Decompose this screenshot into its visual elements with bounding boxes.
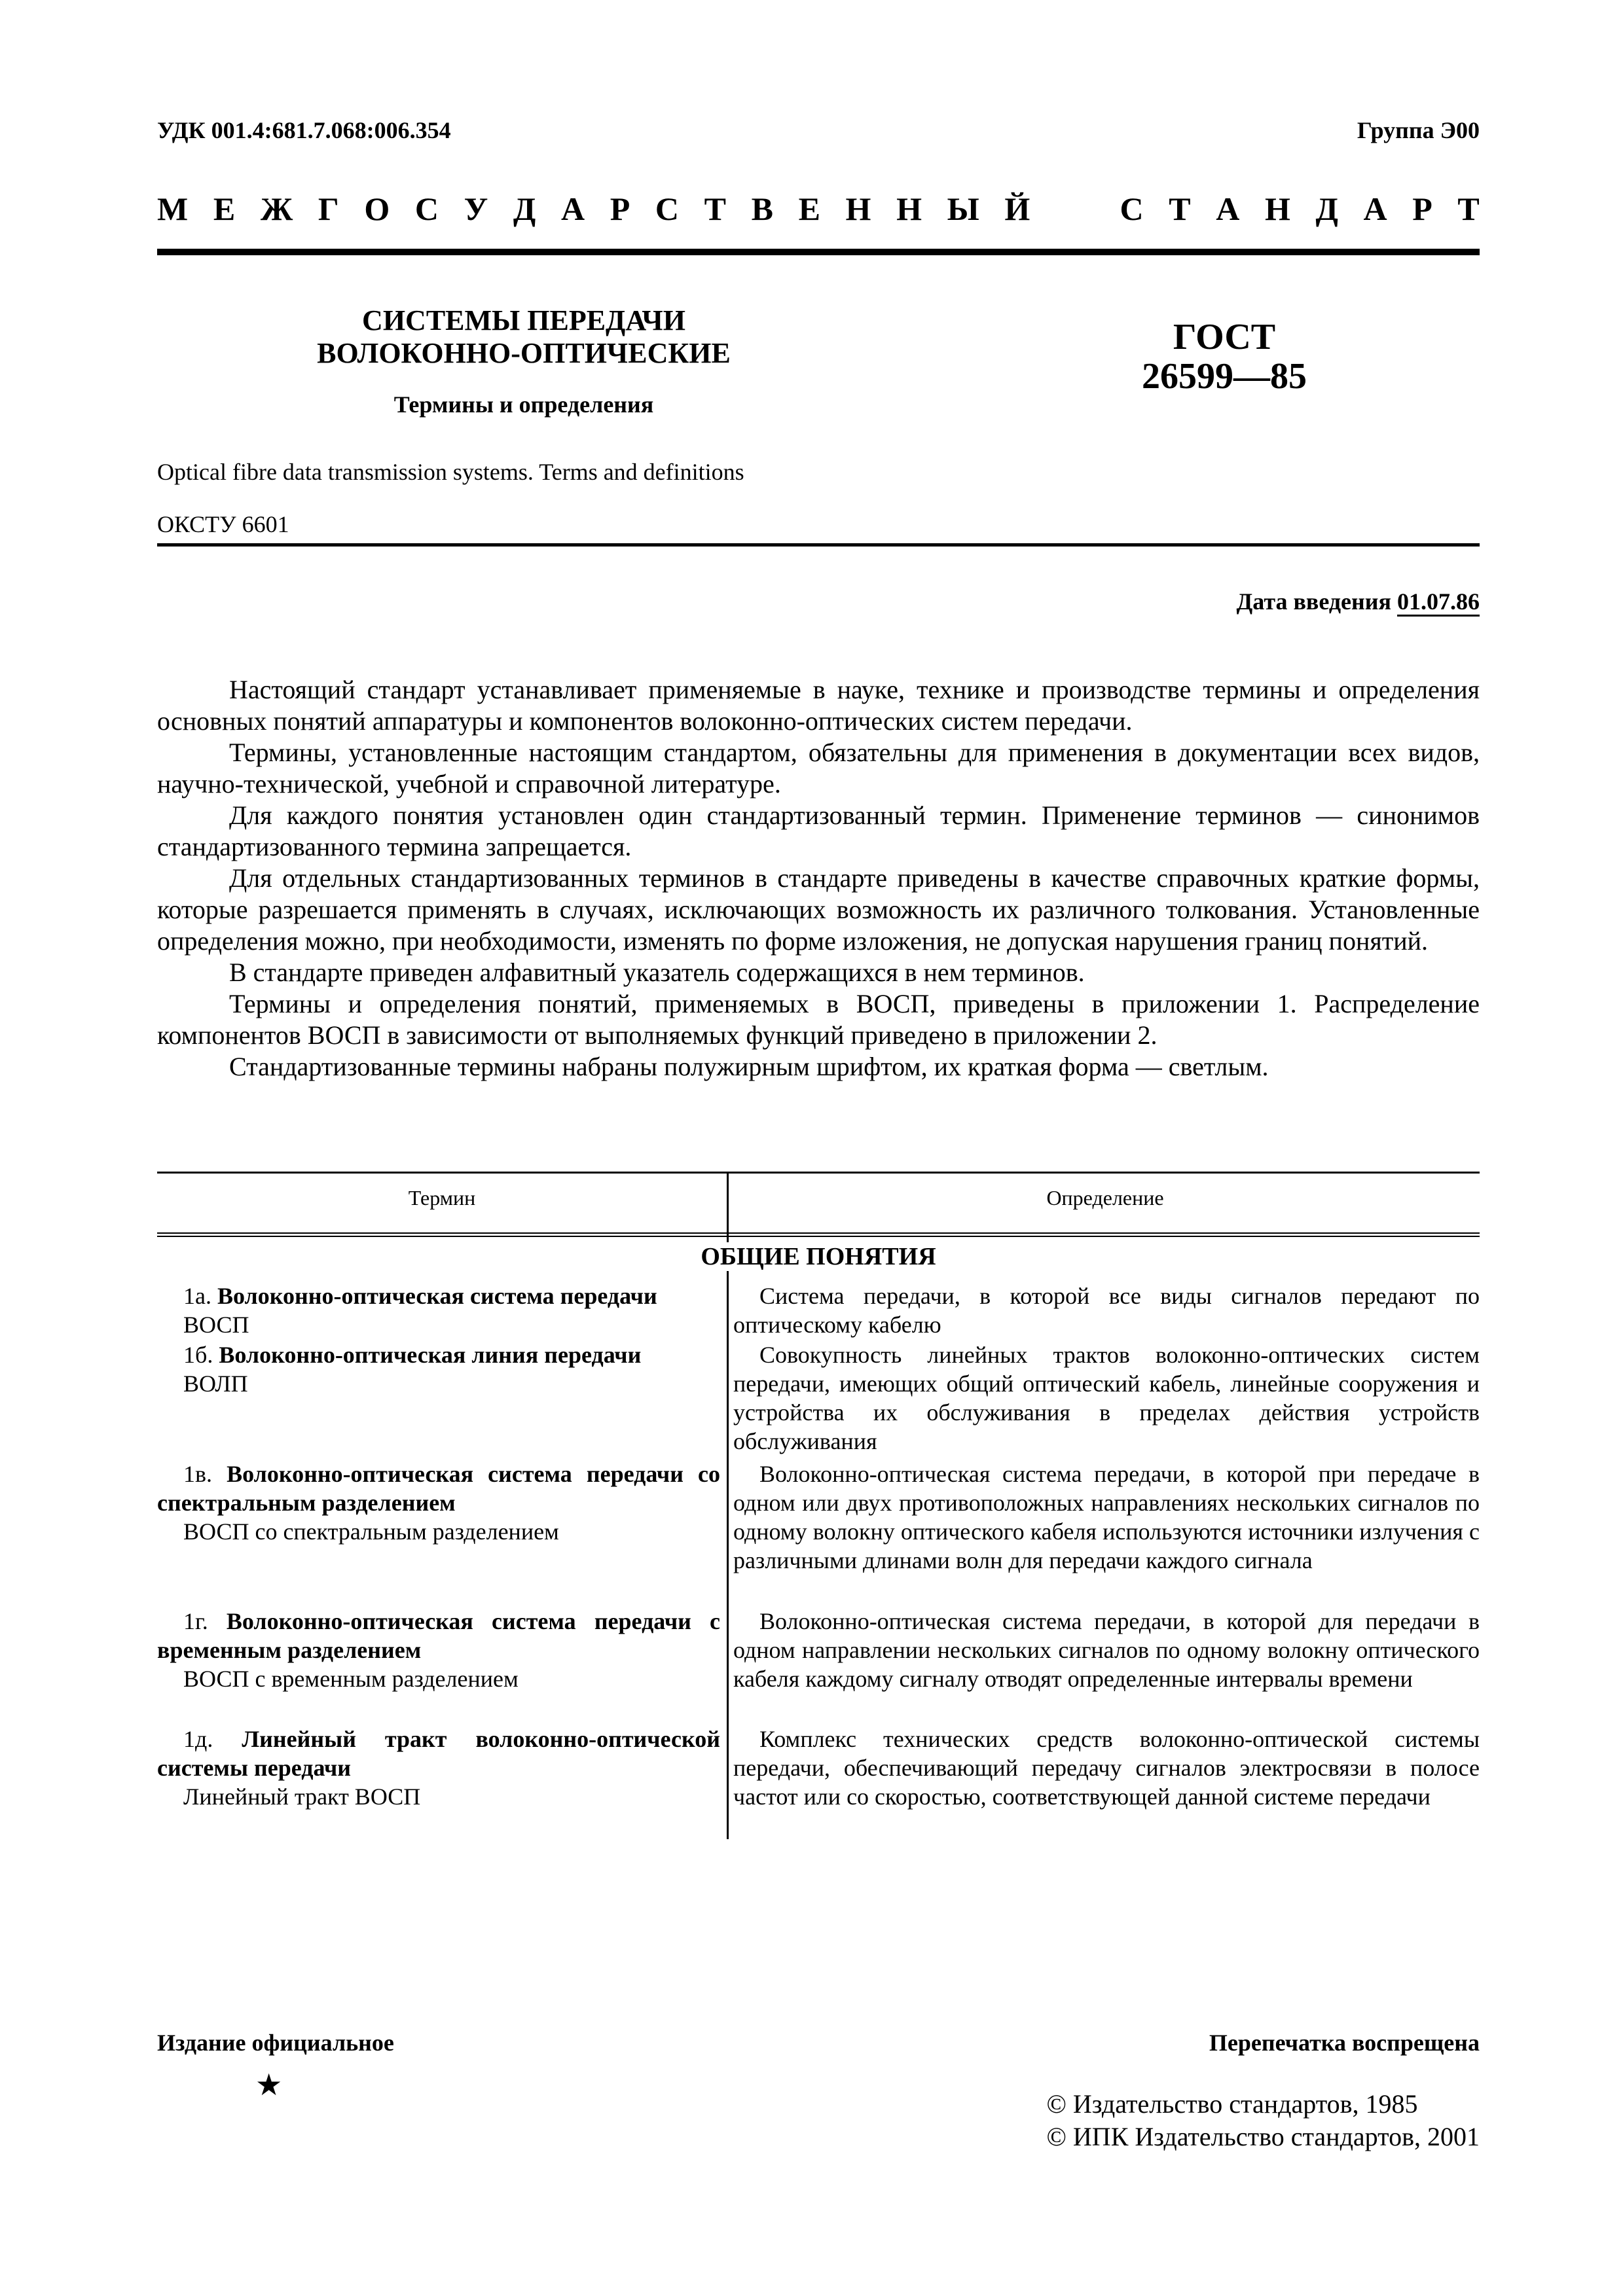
table-header-double-rule	[157, 1232, 1480, 1237]
banner-letter: Т	[704, 190, 726, 227]
interstate-standard-banner	[157, 190, 1480, 229]
banner-letter: Н	[845, 190, 871, 227]
banner-letter: Г	[318, 190, 339, 227]
banner-word-gap	[1055, 190, 1095, 229]
term-number: 1г.	[183, 1608, 208, 1634]
table-column-divider	[727, 1172, 729, 1839]
title-line-2: ВОЛОКОННО-ОПТИЧЕСКИЕ	[317, 337, 731, 369]
term-short-form: ВОСП с временным разделением	[183, 1666, 519, 1692]
term-short-form: ВОЛП	[183, 1371, 248, 1397]
official-edition-note: Издание официальное	[157, 2030, 394, 2056]
term-name: Волоконно-оптическая система передачи	[217, 1283, 657, 1309]
banner-letter: Й	[1004, 190, 1030, 227]
header-thick-rule	[157, 249, 1480, 255]
banner-letter: Т	[1169, 190, 1191, 227]
column-header-definition: Определение	[1046, 1186, 1164, 1210]
banner-letter: Ж	[260, 190, 293, 227]
okstu-code: ОКСТУ 6601	[157, 511, 289, 537]
gost-number	[1067, 317, 1381, 396]
banner-letter: А	[560, 190, 585, 227]
banner-letter: В	[751, 190, 773, 227]
intro-paragraph: Термины, установленные настоящим стандартом, обязательны для применения в документации всех видов, научно-технической, учебной и справочной литературе.	[157, 738, 1480, 798]
banner-letter: Е	[213, 190, 236, 227]
definition-cell: Волоконно-оптическая система передачи, в которой при передаче в одном или двух противоположных направлениях нескольких сигналов по одному волокну оптического кабеля используются источники излучения с различными длинами волн для передачи каждого сигнала	[733, 1461, 1480, 1573]
udk-code: УДК 001.4:681.7.068:006.354	[157, 117, 451, 143]
term-number: 1а.	[183, 1283, 211, 1309]
date-label: Дата введения	[1236, 588, 1391, 615]
banner-letter: С	[655, 190, 679, 227]
copyright-block	[1047, 2088, 1480, 2153]
banner-letter: А	[1363, 190, 1387, 227]
term-number: 1в.	[183, 1461, 212, 1487]
banner-letter: Н	[896, 190, 922, 227]
banner-letter: У	[464, 190, 488, 227]
banner-letter: Т	[1457, 190, 1480, 227]
banner-letter: С	[414, 190, 439, 227]
table-header	[157, 1172, 1480, 1234]
banner-letter: Д	[1315, 190, 1338, 227]
english-title: Optical fibre data transmission systems. Terms and definitions	[157, 459, 744, 485]
intro-paragraph: В стандарте приведен алфавитный указатель содержащихся в нем терминов.	[229, 958, 1085, 987]
definition-cell: Система передачи, в которой все виды сигналов передают по оптическому кабелю	[733, 1283, 1480, 1338]
term-cell	[157, 1725, 720, 1811]
banner-letter: А	[1216, 190, 1240, 227]
title-block	[288, 304, 759, 418]
term-cell	[157, 1282, 720, 1339]
copyright-line: © Издательство стандартов, 1985	[1046, 2089, 1418, 2119]
banner-letter: Н	[1264, 190, 1290, 227]
intro-paragraph: Настоящий стандарт устанавливает применяемые в науке, технике и производстве термины и определения основных понятий аппаратуры и компонентов волоконно-оптических систем передачи.	[157, 675, 1480, 736]
term-cell	[157, 1460, 720, 1546]
column-header-term: Термин	[408, 1186, 476, 1210]
gost-label: ГОСТ	[1173, 317, 1276, 357]
intro-paragraph: Для отдельных стандартизованных терминов в стандарте приведены в качестве справочных краткие формы, которые разрешается применять в случаях, исключающих возможность их различного толкования. Установленные определения можно, при необходимости, изменять по форме изложения, не допуская нарушения границ понятий.	[157, 863, 1480, 956]
reprint-prohibited-note: Перепечатка воспрещена	[1209, 2030, 1480, 2056]
banner-letter: Е	[798, 190, 820, 227]
banner-letter: М	[157, 190, 189, 227]
banner-letter: Р	[610, 190, 630, 227]
definition-cell: Волоконно-оптическая система передачи, в которой для передачи в одном направлении нескольких сигналов по одному волокну оптического кабеля каждому сигналу отводят определенные интервалы времени	[733, 1608, 1480, 1692]
term-number: 1д.	[183, 1726, 213, 1752]
term-cell	[157, 1607, 720, 1693]
group-code: Группа Э00	[1357, 117, 1480, 143]
term-short-form: ВОСП со спектральным разделением	[183, 1518, 559, 1545]
banner-letter: Д	[513, 190, 536, 227]
subtitle: Термины и определения	[393, 391, 654, 418]
introduction-date	[1237, 588, 1480, 615]
gost-code: 26599—85	[1142, 356, 1307, 397]
introduction-text	[157, 674, 1480, 1083]
term-cell	[157, 1340, 720, 1398]
intro-paragraph: Стандартизованные термины набраны полужирным шрифтом, их краткая форма — светлым.	[229, 1052, 1269, 1081]
title-rule	[157, 543, 1480, 547]
copyright-line: © ИПК Издательство стандартов, 2001	[1046, 2122, 1480, 2151]
term-number: 1б.	[183, 1342, 213, 1368]
intro-paragraph: Для каждого понятия установлен один стандартизованный термин. Применение терминов — синонимов стандартизованного термина запрещается.	[157, 800, 1480, 861]
definition-cell: Совокупность линейных трактов волоконно-оптических систем передачи, имеющих общий оптический кабель, линейные сооружения и устройства их обслуживания в пределах действия устройств обслуживания	[733, 1342, 1480, 1454]
term-name: Волоконно-оптическая система передачи со спектральным разделением	[157, 1461, 720, 1516]
banner-letter: Р	[1412, 190, 1432, 227]
star-icon: ★	[255, 2068, 283, 2102]
term-name: Линейный тракт волоконно-оптической системы передачи	[157, 1726, 720, 1781]
intro-paragraph: Термины и определения понятий, применяемых в ВОСП, приведены в приложении 1. Распределение компонентов ВОСП в зависимости от выполняемых функций приведено в приложении 2.	[157, 989, 1480, 1050]
definition-cell: Комплекс технических средств волоконно-оптической системы передачи, обеспечивающий передачу сигналов электросвязи в полосе частот или со скоростью, соответствующей данной системе передачи	[733, 1726, 1480, 1810]
date-value: 01.07.86	[1397, 588, 1480, 617]
term-name: Волоконно-оптическая система передачи с временным разделением	[157, 1608, 720, 1663]
section-heading: ОБЩИЕ ПОНЯТИЯ	[157, 1242, 1480, 1271]
term-name: Волоконно-оптическая линия передачи	[219, 1342, 642, 1368]
title-line-1: СИСТЕМЫ ПЕРЕДАЧИ	[362, 304, 685, 336]
banner-letter: Ы	[947, 190, 979, 227]
term-short-form: Линейный тракт ВОСП	[183, 1784, 421, 1810]
term-short-form: ВОСП	[183, 1312, 249, 1338]
banner-letter: О	[364, 190, 390, 227]
banner-letter: С	[1120, 190, 1144, 227]
